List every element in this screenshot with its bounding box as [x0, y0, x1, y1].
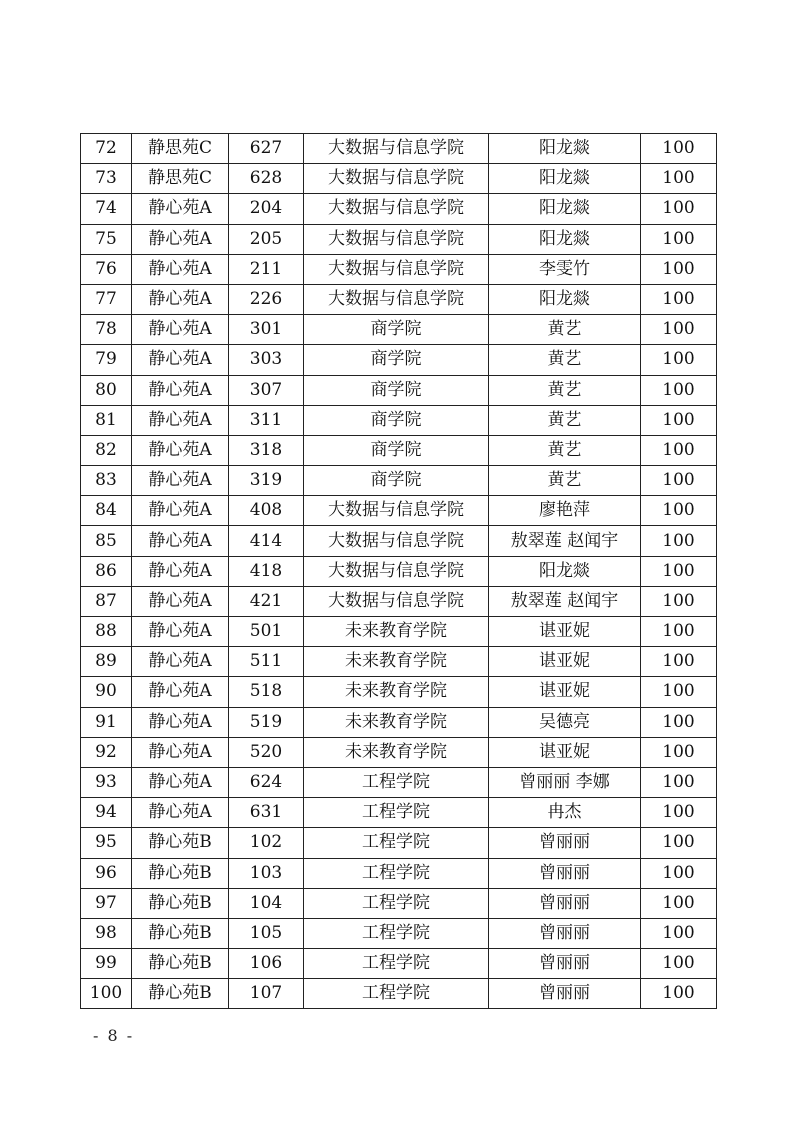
- cell-room: 104: [229, 888, 304, 918]
- table-row: [81, 798, 717, 828]
- cell-teacher: 谌亚妮: [489, 617, 641, 647]
- cell-row-number: 89: [81, 647, 132, 677]
- cell-row-number: 72: [81, 134, 132, 164]
- table-row: [81, 707, 717, 737]
- cell-college: 大数据与信息学院: [304, 254, 489, 284]
- cell-row-number: 85: [81, 526, 132, 556]
- cell-building: 静心苑A: [132, 707, 229, 737]
- cell-row-number: 76: [81, 254, 132, 284]
- cell-building: 静心苑A: [132, 224, 229, 254]
- cell-score: 100: [641, 134, 717, 164]
- cell-teacher: 廖艳萍: [489, 496, 641, 526]
- cell-college: 未来教育学院: [304, 707, 489, 737]
- cell-college: 工程学院: [304, 918, 489, 948]
- cell-college: 工程学院: [304, 767, 489, 797]
- cell-score: 100: [641, 194, 717, 224]
- cell-college: 商学院: [304, 405, 489, 435]
- table-row: [81, 194, 717, 224]
- cell-score: 100: [641, 556, 717, 586]
- cell-college: 商学院: [304, 375, 489, 405]
- cell-building: 静心苑A: [132, 466, 229, 496]
- table-row: [81, 375, 717, 405]
- cell-row-number: 78: [81, 315, 132, 345]
- cell-college: 大数据与信息学院: [304, 194, 489, 224]
- cell-college: 工程学院: [304, 949, 489, 979]
- table-row: [81, 315, 717, 345]
- cell-college: 大数据与信息学院: [304, 134, 489, 164]
- cell-room: 501: [229, 617, 304, 647]
- table-row: [81, 586, 717, 616]
- cell-teacher: 敖翠莲 赵闻宇: [489, 526, 641, 556]
- cell-room: 318: [229, 435, 304, 465]
- cell-college: 未来教育学院: [304, 677, 489, 707]
- cell-building: 静心苑B: [132, 918, 229, 948]
- cell-building: 静心苑A: [132, 526, 229, 556]
- cell-row-number: 87: [81, 586, 132, 616]
- cell-building: 静思苑C: [132, 164, 229, 194]
- cell-college: 大数据与信息学院: [304, 526, 489, 556]
- cell-building: 静心苑A: [132, 284, 229, 314]
- cell-teacher: 阳龙燚: [489, 194, 641, 224]
- cell-teacher: 黄艺: [489, 466, 641, 496]
- cell-score: 100: [641, 586, 717, 616]
- cell-teacher: 阳龙燚: [489, 134, 641, 164]
- cell-row-number: 73: [81, 164, 132, 194]
- cell-teacher: 黄艺: [489, 435, 641, 465]
- cell-row-number: 81: [81, 405, 132, 435]
- cell-teacher: 谌亚妮: [489, 677, 641, 707]
- cell-teacher: 阳龙燚: [489, 284, 641, 314]
- table-row: [81, 164, 717, 194]
- cell-building: 静心苑A: [132, 617, 229, 647]
- cell-building: 静心苑A: [132, 254, 229, 284]
- cell-score: 100: [641, 979, 717, 1009]
- cell-college: 大数据与信息学院: [304, 164, 489, 194]
- cell-college: 大数据与信息学院: [304, 496, 489, 526]
- cell-teacher: 曾丽丽: [489, 888, 641, 918]
- cell-college: 大数据与信息学院: [304, 284, 489, 314]
- cell-teacher: 吴德亮: [489, 707, 641, 737]
- cell-row-number: 86: [81, 556, 132, 586]
- cell-score: 100: [641, 345, 717, 375]
- cell-room: 624: [229, 767, 304, 797]
- cell-score: 100: [641, 918, 717, 948]
- cell-teacher: 曾丽丽: [489, 979, 641, 1009]
- cell-teacher: 黄艺: [489, 375, 641, 405]
- cell-row-number: 97: [81, 888, 132, 918]
- cell-building: 静心苑A: [132, 798, 229, 828]
- cell-score: 100: [641, 888, 717, 918]
- table-row: [81, 496, 717, 526]
- cell-room: 311: [229, 405, 304, 435]
- cell-teacher: 曾丽丽 李娜: [489, 767, 641, 797]
- cell-score: 100: [641, 526, 717, 556]
- cell-building: 静心苑A: [132, 194, 229, 224]
- cell-building: 静心苑B: [132, 828, 229, 858]
- cell-college: 大数据与信息学院: [304, 556, 489, 586]
- cell-room: 631: [229, 798, 304, 828]
- cell-row-number: 92: [81, 737, 132, 767]
- cell-teacher: 曾丽丽: [489, 949, 641, 979]
- table-row: [81, 828, 717, 858]
- cell-row-number: 90: [81, 677, 132, 707]
- cell-row-number: 75: [81, 224, 132, 254]
- cell-college: 未来教育学院: [304, 647, 489, 677]
- cell-teacher: 李雯竹: [489, 254, 641, 284]
- cell-building: 静心苑A: [132, 556, 229, 586]
- cell-room: 418: [229, 556, 304, 586]
- cell-teacher: 谌亚妮: [489, 737, 641, 767]
- cell-room: 518: [229, 677, 304, 707]
- cell-row-number: 84: [81, 496, 132, 526]
- cell-building: 静心苑A: [132, 586, 229, 616]
- cell-college: 工程学院: [304, 828, 489, 858]
- cell-teacher: 黄艺: [489, 345, 641, 375]
- cell-room: 204: [229, 194, 304, 224]
- table-row: [81, 134, 717, 164]
- cell-score: 100: [641, 828, 717, 858]
- table-row: [81, 526, 717, 556]
- cell-college: 未来教育学院: [304, 737, 489, 767]
- cell-teacher: 曾丽丽: [489, 858, 641, 888]
- cell-row-number: 99: [81, 949, 132, 979]
- table-row: [81, 284, 717, 314]
- cell-row-number: 95: [81, 828, 132, 858]
- cell-room: 102: [229, 828, 304, 858]
- cell-building: 静心苑B: [132, 949, 229, 979]
- cell-college: 大数据与信息学院: [304, 224, 489, 254]
- cell-building: 静心苑A: [132, 315, 229, 345]
- cell-score: 100: [641, 224, 717, 254]
- cell-row-number: 83: [81, 466, 132, 496]
- cell-score: 100: [641, 284, 717, 314]
- cell-teacher: 冉杰: [489, 798, 641, 828]
- cell-score: 100: [641, 767, 717, 797]
- cell-row-number: 98: [81, 918, 132, 948]
- table-row: [81, 858, 717, 888]
- cell-teacher: 敖翠莲 赵闻宇: [489, 586, 641, 616]
- cell-score: 100: [641, 164, 717, 194]
- cell-score: 100: [641, 315, 717, 345]
- cell-teacher: 阳龙燚: [489, 224, 641, 254]
- cell-room: 307: [229, 375, 304, 405]
- cell-teacher: 曾丽丽: [489, 828, 641, 858]
- cell-room: 106: [229, 949, 304, 979]
- cell-score: 100: [641, 466, 717, 496]
- table-row: [81, 345, 717, 375]
- table-row: [81, 918, 717, 948]
- cell-building: 静心苑A: [132, 496, 229, 526]
- cell-room: 628: [229, 164, 304, 194]
- page-number: - 8 -: [93, 1026, 135, 1045]
- cell-teacher: 曾丽丽: [489, 918, 641, 948]
- table-body: [81, 134, 717, 1009]
- table-row: [81, 617, 717, 647]
- cell-score: 100: [641, 254, 717, 284]
- cell-room: 627: [229, 134, 304, 164]
- cell-score: 100: [641, 798, 717, 828]
- cell-room: 105: [229, 918, 304, 948]
- cell-room: 303: [229, 345, 304, 375]
- cell-teacher: 阳龙燚: [489, 556, 641, 586]
- table-row: [81, 254, 717, 284]
- cell-college: 商学院: [304, 466, 489, 496]
- cell-room: 301: [229, 315, 304, 345]
- cell-room: 519: [229, 707, 304, 737]
- cell-building: 静心苑B: [132, 858, 229, 888]
- cell-college: 工程学院: [304, 979, 489, 1009]
- table-row: [81, 979, 717, 1009]
- cell-college: 商学院: [304, 315, 489, 345]
- cell-row-number: 82: [81, 435, 132, 465]
- cell-room: 421: [229, 586, 304, 616]
- cell-room: 319: [229, 466, 304, 496]
- table-row: [81, 949, 717, 979]
- table-row: [81, 556, 717, 586]
- table-row: [81, 888, 717, 918]
- cell-teacher: 黄艺: [489, 405, 641, 435]
- cell-room: 107: [229, 979, 304, 1009]
- cell-row-number: 93: [81, 767, 132, 797]
- cell-row-number: 100: [81, 979, 132, 1009]
- table-row: [81, 647, 717, 677]
- cell-room: 211: [229, 254, 304, 284]
- cell-college: 大数据与信息学院: [304, 586, 489, 616]
- table-row: [81, 677, 717, 707]
- cell-row-number: 96: [81, 858, 132, 888]
- cell-room: 408: [229, 496, 304, 526]
- cell-score: 100: [641, 737, 717, 767]
- cell-building: 静心苑A: [132, 405, 229, 435]
- cell-row-number: 88: [81, 617, 132, 647]
- cell-college: 商学院: [304, 435, 489, 465]
- cell-building: 静心苑B: [132, 979, 229, 1009]
- cell-score: 100: [641, 617, 717, 647]
- table-row: [81, 737, 717, 767]
- cell-teacher: 阳龙燚: [489, 164, 641, 194]
- cell-college: 工程学院: [304, 858, 489, 888]
- cell-college: 商学院: [304, 345, 489, 375]
- cell-score: 100: [641, 858, 717, 888]
- cell-score: 100: [641, 435, 717, 465]
- cell-row-number: 74: [81, 194, 132, 224]
- cell-room: 226: [229, 284, 304, 314]
- table-row: [81, 767, 717, 797]
- cell-building: 静心苑A: [132, 435, 229, 465]
- cell-score: 100: [641, 949, 717, 979]
- table-row: [81, 405, 717, 435]
- table-row: [81, 435, 717, 465]
- cell-college: 工程学院: [304, 798, 489, 828]
- cell-score: 100: [641, 496, 717, 526]
- cell-college: 未来教育学院: [304, 617, 489, 647]
- cell-score: 100: [641, 677, 717, 707]
- dormitory-score-table: [80, 133, 717, 1009]
- cell-building: 静心苑A: [132, 677, 229, 707]
- cell-score: 100: [641, 647, 717, 677]
- cell-building: 静心苑A: [132, 345, 229, 375]
- cell-row-number: 77: [81, 284, 132, 314]
- cell-building: 静心苑A: [132, 647, 229, 677]
- cell-building: 静心苑A: [132, 767, 229, 797]
- cell-row-number: 94: [81, 798, 132, 828]
- cell-room: 205: [229, 224, 304, 254]
- cell-room: 414: [229, 526, 304, 556]
- cell-room: 511: [229, 647, 304, 677]
- cell-college: 工程学院: [304, 888, 489, 918]
- cell-row-number: 80: [81, 375, 132, 405]
- cell-building: 静心苑A: [132, 737, 229, 767]
- table-row: [81, 466, 717, 496]
- cell-building: 静心苑A: [132, 375, 229, 405]
- cell-row-number: 79: [81, 345, 132, 375]
- cell-room: 520: [229, 737, 304, 767]
- cell-score: 100: [641, 707, 717, 737]
- cell-teacher: 黄艺: [489, 315, 641, 345]
- cell-score: 100: [641, 405, 717, 435]
- cell-score: 100: [641, 375, 717, 405]
- cell-row-number: 91: [81, 707, 132, 737]
- cell-building: 静思苑C: [132, 134, 229, 164]
- cell-room: 103: [229, 858, 304, 888]
- cell-teacher: 谌亚妮: [489, 647, 641, 677]
- table-row: [81, 224, 717, 254]
- cell-building: 静心苑B: [132, 888, 229, 918]
